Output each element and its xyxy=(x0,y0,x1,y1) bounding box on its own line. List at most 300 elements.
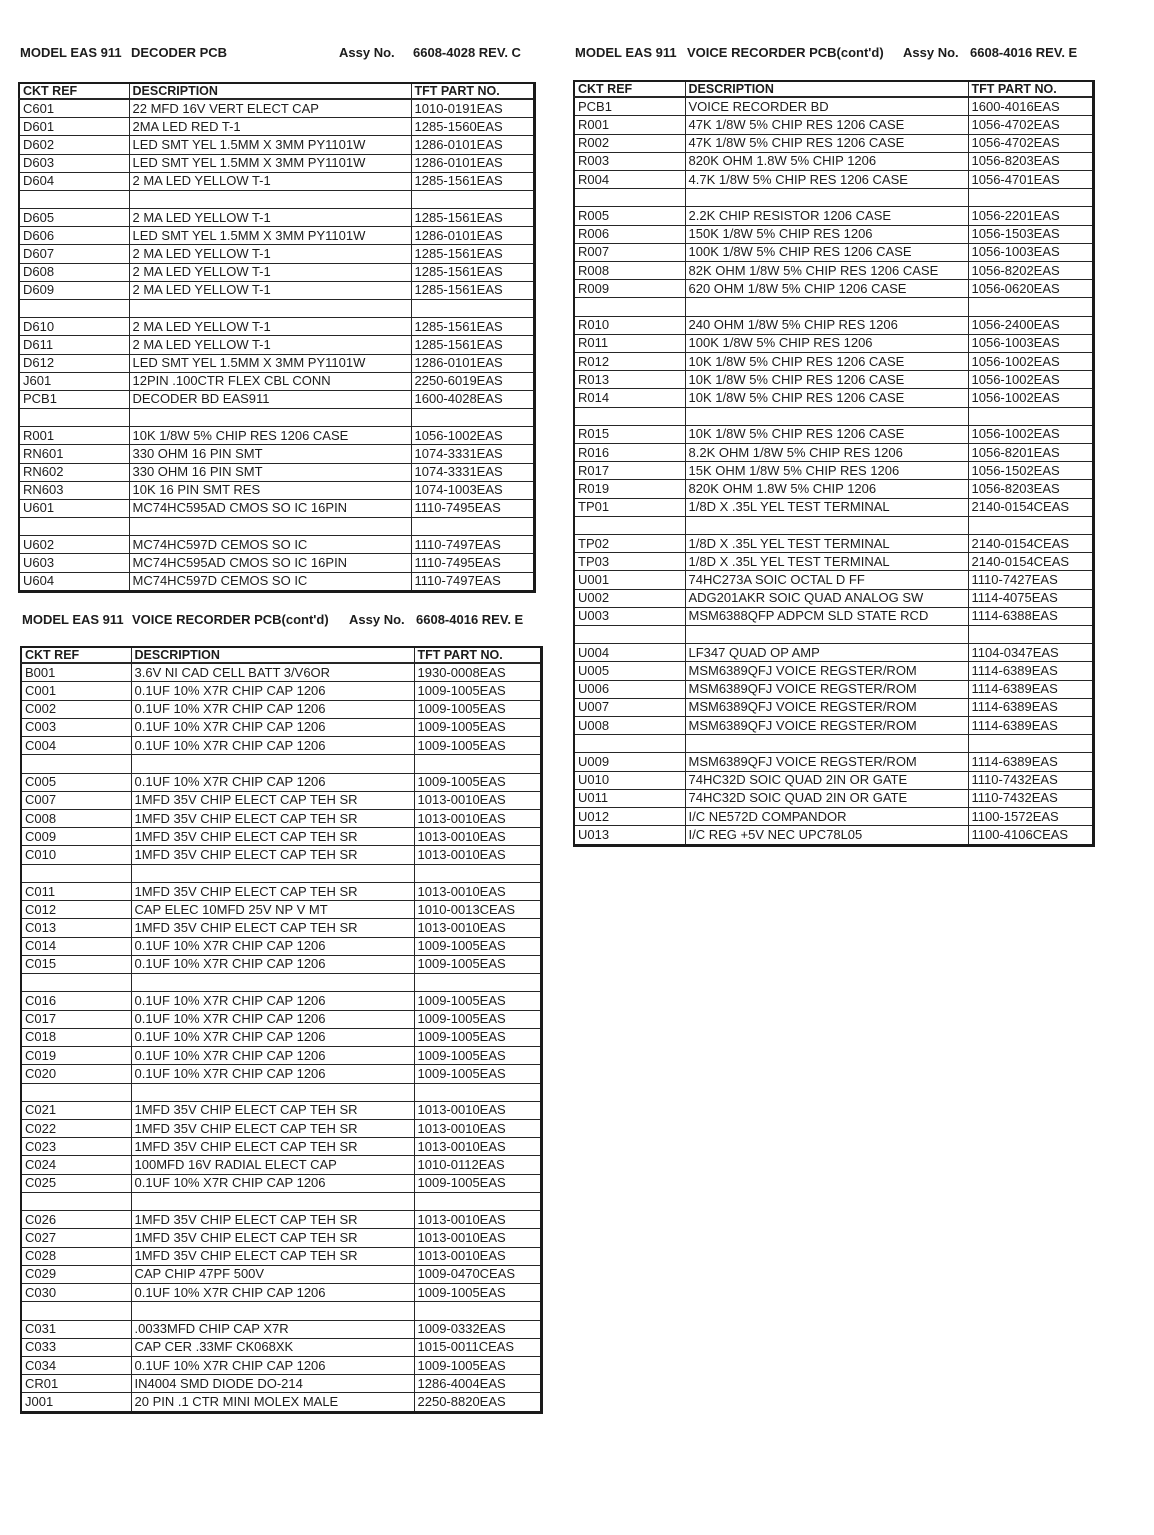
spacer-row xyxy=(19,518,534,536)
table-row xyxy=(21,882,541,900)
part-number-cell: 1056-8203EAS xyxy=(968,480,1093,498)
ckt-ref-cell: C005 xyxy=(21,773,131,791)
part-number-cell: 1013-0010EAS xyxy=(414,1119,541,1137)
ckt-ref-cell: C007 xyxy=(21,791,131,809)
table-row xyxy=(574,808,1093,826)
table-row xyxy=(574,571,1093,589)
empty-cell xyxy=(414,755,541,773)
part-number-cell: 1110-7497EAS xyxy=(411,572,534,591)
ckt-ref-cell: R012 xyxy=(574,352,685,370)
empty-cell xyxy=(21,1083,131,1101)
ckt-ref-cell: R011 xyxy=(574,334,685,352)
table-row xyxy=(21,791,541,809)
part-number-cell: 1056-4701EAS xyxy=(968,170,1093,188)
model-label: MODEL EAS 911 xyxy=(20,45,122,60)
ckt-ref-cell: R015 xyxy=(574,425,685,443)
column-header-part-number: TFT PART NO. xyxy=(411,83,534,99)
description-cell: 0.1UF 10% X7R CHIP CAP 1206 xyxy=(131,682,414,700)
part-number-cell: 1056-2400EAS xyxy=(968,316,1093,334)
spacer-row xyxy=(21,1083,541,1101)
empty-cell xyxy=(574,735,685,753)
part-number-cell: 1013-0010EAS xyxy=(414,828,541,846)
empty-cell xyxy=(968,626,1093,644)
description-cell: 47K 1/8W 5% CHIP RES 1206 CASE xyxy=(685,116,968,134)
table-row xyxy=(21,682,541,700)
description-cell: CAP CHIP 47PF 500V xyxy=(131,1265,414,1283)
description-cell: 10K 1/8W 5% CHIP RES 1206 CASE xyxy=(685,352,968,370)
part-number-cell: 1114-6389EAS xyxy=(968,662,1093,680)
description-cell: 3.6V NI CAD CELL BATT 3/V6OR xyxy=(131,663,414,682)
table-row xyxy=(19,263,534,281)
description-cell: 74HC32D SOIC QUAD 2IN OR GATE xyxy=(685,771,968,789)
description-cell: 0.1UF 10% X7R CHIP CAP 1206 xyxy=(131,718,414,736)
ckt-ref-cell: PCB1 xyxy=(574,97,685,116)
part-number-cell: 1074-3331EAS xyxy=(411,463,534,481)
description-cell: 330 OHM 16 PIN SMT xyxy=(129,463,411,481)
description-cell: 150K 1/8W 5% CHIP RES 1206 xyxy=(685,225,968,243)
ckt-ref-cell: U011 xyxy=(574,789,685,807)
spacer-row xyxy=(574,516,1093,534)
part-number-cell: 1009-1005EAS xyxy=(414,773,541,791)
empty-cell xyxy=(131,974,414,992)
empty-cell xyxy=(411,409,534,427)
ckt-ref-cell: C017 xyxy=(21,1010,131,1028)
description-cell: 820K OHM 1.8W 5% CHIP 1206 xyxy=(685,152,968,170)
table-row xyxy=(21,1174,541,1192)
description-cell: 100K 1/8W 5% CHIP RES 1206 CASE xyxy=(685,243,968,261)
description-cell: 74HC273A SOIC OCTAL D FF xyxy=(685,571,968,589)
spacer-row xyxy=(574,298,1093,316)
ckt-ref-cell: R005 xyxy=(574,207,685,225)
description-cell: 1MFD 35V CHIP ELECT CAP TEH SR xyxy=(131,882,414,900)
board-name: VOICE RECORDER PCB(cont'd) xyxy=(132,612,329,627)
table-body xyxy=(21,663,541,1413)
table-row xyxy=(19,281,534,299)
part-number-cell: 1285-1561EAS xyxy=(411,318,534,336)
ckt-ref-cell: CR01 xyxy=(21,1375,131,1393)
empty-cell xyxy=(574,516,685,534)
empty-cell xyxy=(129,518,411,536)
description-cell: MSM6389QFJ VOICE REGSTER/ROM xyxy=(685,753,968,771)
part-number-cell: 1110-7432EAS xyxy=(968,771,1093,789)
empty-cell xyxy=(129,299,411,317)
part-number-cell: 1009-1005EAS xyxy=(414,1065,541,1083)
description-cell: 10K 16 PIN SMT RES xyxy=(129,481,411,499)
table-row xyxy=(21,700,541,718)
ckt-ref-cell: TP01 xyxy=(574,498,685,516)
ckt-ref-cell: R017 xyxy=(574,462,685,480)
part-number-cell: 2250-8820EAS xyxy=(414,1393,541,1413)
description-cell: MC74HC595AD CMOS SO IC 16PIN xyxy=(129,499,411,517)
description-cell: 0.1UF 10% X7R CHIP CAP 1206 xyxy=(131,937,414,955)
part-number-cell: 1056-1003EAS xyxy=(968,334,1093,352)
part-number-cell: 1013-0010EAS xyxy=(414,1229,541,1247)
description-cell: 0.1UF 10% X7R CHIP CAP 1206 xyxy=(131,1047,414,1065)
table-row xyxy=(21,1265,541,1283)
spacer-row xyxy=(19,299,534,317)
part-number-cell: 1056-4702EAS xyxy=(968,134,1093,152)
table-row xyxy=(574,316,1093,334)
table-row xyxy=(21,1010,541,1028)
ckt-ref-cell: D601 xyxy=(19,118,129,136)
description-cell: 1MFD 35V CHIP ELECT CAP TEH SR xyxy=(131,791,414,809)
table-row xyxy=(21,1119,541,1137)
empty-cell xyxy=(414,864,541,882)
empty-cell xyxy=(685,516,968,534)
table-row xyxy=(574,443,1093,461)
description-cell: 0.1UF 10% X7R CHIP CAP 1206 xyxy=(131,1065,414,1083)
empty-cell xyxy=(968,407,1093,425)
part-number-cell: 1009-1005EAS xyxy=(414,1284,541,1302)
description-cell: MSM6389QFJ VOICE REGSTER/ROM xyxy=(685,662,968,680)
part-number-cell: 2140-0154CEAS xyxy=(968,498,1093,516)
ckt-ref-cell: R014 xyxy=(574,389,685,407)
table-row xyxy=(19,245,534,263)
part-number-cell: 1114-6388EAS xyxy=(968,607,1093,625)
table-row xyxy=(574,826,1093,846)
ckt-ref-cell: D612 xyxy=(19,354,129,372)
part-number-cell: 1056-1503EAS xyxy=(968,225,1093,243)
table-row xyxy=(21,1338,541,1356)
ckt-ref-cell: U005 xyxy=(574,662,685,680)
part-number-cell: 1285-1561EAS xyxy=(411,336,534,354)
part-number-cell: 1286-0101EAS xyxy=(411,154,534,172)
description-cell: .0033MFD CHIP CAP X7R xyxy=(131,1320,414,1338)
table-row xyxy=(21,937,541,955)
part-number-cell: 1285-1560EAS xyxy=(411,118,534,136)
description-cell: 2.2K CHIP RESISTOR 1206 CASE xyxy=(685,207,968,225)
ckt-ref-cell: R001 xyxy=(574,116,685,134)
table-row xyxy=(19,481,534,499)
description-cell: 2 MA LED YELLOW T-1 xyxy=(129,281,411,299)
part-number-cell: 1285-1561EAS xyxy=(411,209,534,227)
part-number-cell: 1100-4106CEAS xyxy=(968,826,1093,846)
description-cell: 1MFD 35V CHIP ELECT CAP TEH SR xyxy=(131,919,414,937)
part-number-cell: 1110-7497EAS xyxy=(411,536,534,554)
description-cell: 10K 1/8W 5% CHIP RES 1206 CASE xyxy=(685,389,968,407)
column-header-description: DESCRIPTION xyxy=(131,647,414,663)
empty-cell xyxy=(19,518,129,536)
table-row xyxy=(19,427,534,445)
description-cell: 2 MA LED YELLOW T-1 xyxy=(129,209,411,227)
assy-number: 6608-4016 REV. E xyxy=(416,612,524,627)
description-cell: 0.1UF 10% X7R CHIP CAP 1206 xyxy=(131,700,414,718)
part-number-cell: 1286-4004EAS xyxy=(414,1375,541,1393)
description-cell: 4.7K 1/8W 5% CHIP RES 1206 CASE xyxy=(685,170,968,188)
ckt-ref-cell: J601 xyxy=(19,372,129,390)
ckt-ref-cell: C024 xyxy=(21,1156,131,1174)
part-number-cell: 1013-0010EAS xyxy=(414,791,541,809)
table-row xyxy=(574,662,1093,680)
ckt-ref-cell: D603 xyxy=(19,154,129,172)
description-cell: 0.1UF 10% X7R CHIP CAP 1206 xyxy=(131,1010,414,1028)
table-row xyxy=(19,499,534,517)
table-header-row xyxy=(574,81,1093,97)
ckt-ref-cell: U602 xyxy=(19,536,129,554)
part-number-cell: 2140-0154CEAS xyxy=(968,553,1093,571)
description-cell: 0.1UF 10% X7R CHIP CAP 1206 xyxy=(131,1357,414,1375)
table-row xyxy=(574,207,1093,225)
description-cell: 1MFD 35V CHIP ELECT CAP TEH SR xyxy=(131,1211,414,1229)
spacer-row xyxy=(574,626,1093,644)
empty-cell xyxy=(411,299,534,317)
table-row xyxy=(19,118,534,136)
description-cell: 47K 1/8W 5% CHIP RES 1206 CASE xyxy=(685,134,968,152)
ckt-ref-cell: C012 xyxy=(21,901,131,919)
table-row xyxy=(21,1320,541,1338)
assy-label: Assy No. xyxy=(903,45,959,60)
table-row xyxy=(574,553,1093,571)
ckt-ref-cell: U604 xyxy=(19,572,129,591)
part-number-cell: 1110-7432EAS xyxy=(968,789,1093,807)
ckt-ref-cell: D606 xyxy=(19,227,129,245)
ckt-ref-cell: U004 xyxy=(574,644,685,662)
ckt-ref-cell: J001 xyxy=(21,1393,131,1413)
table-row xyxy=(21,1065,541,1083)
part-number-cell: 1286-0101EAS xyxy=(411,227,534,245)
ckt-ref-cell: U002 xyxy=(574,589,685,607)
table-row xyxy=(21,1375,541,1393)
table-body xyxy=(574,97,1093,846)
empty-cell xyxy=(685,189,968,207)
board-name: VOICE RECORDER PCB(cont'd) xyxy=(687,45,884,60)
ckt-ref-cell: TP03 xyxy=(574,553,685,571)
description-cell: VOICE RECORDER BD xyxy=(685,97,968,116)
table-row xyxy=(19,209,534,227)
description-cell: 1/8D X .35L YEL TEST TERMINAL xyxy=(685,534,968,552)
description-cell: 20 PIN .1 CTR MINI MOLEX MALE xyxy=(131,1393,414,1413)
empty-cell xyxy=(19,190,129,208)
empty-cell xyxy=(414,974,541,992)
table-row xyxy=(574,116,1093,134)
column-header-ckt-ref: CKT REF xyxy=(574,81,685,97)
table-row xyxy=(19,390,534,408)
table-row xyxy=(574,261,1093,279)
ckt-ref-cell: U008 xyxy=(574,717,685,735)
ckt-ref-cell: R010 xyxy=(574,316,685,334)
part-number-cell: 1114-6389EAS xyxy=(968,753,1093,771)
ckt-ref-cell: R003 xyxy=(574,152,685,170)
ckt-ref-cell: R004 xyxy=(574,170,685,188)
description-cell: IN4004 SMD DIODE DO-214 xyxy=(131,1375,414,1393)
ckt-ref-cell: C018 xyxy=(21,1028,131,1046)
ckt-ref-cell: C002 xyxy=(21,700,131,718)
empty-cell xyxy=(131,755,414,773)
part-number-cell: 1056-8203EAS xyxy=(968,152,1093,170)
table-row xyxy=(574,425,1093,443)
description-cell: 1MFD 35V CHIP ELECT CAP TEH SR xyxy=(131,1229,414,1247)
empty-cell xyxy=(685,407,968,425)
table-row xyxy=(21,1028,541,1046)
ckt-ref-cell: R001 xyxy=(19,427,129,445)
description-cell: 1MFD 35V CHIP ELECT CAP TEH SR xyxy=(131,1101,414,1119)
table-row xyxy=(21,1357,541,1375)
ckt-ref-cell: D609 xyxy=(19,281,129,299)
parts-table-voice-recorder-left xyxy=(20,646,543,1414)
description-cell: 1MFD 35V CHIP ELECT CAP TEH SR xyxy=(131,846,414,864)
ckt-ref-cell: TP02 xyxy=(574,534,685,552)
table-row xyxy=(21,828,541,846)
description-cell: 15K OHM 1/8W 5% CHIP RES 1206 xyxy=(685,462,968,480)
description-cell: LED SMT YEL 1.5MM X 3MM PY1101W xyxy=(129,154,411,172)
description-cell: MC74HC597D CEMOS SO IC xyxy=(129,536,411,554)
ckt-ref-cell: D605 xyxy=(19,209,129,227)
part-number-cell: 1009-0332EAS xyxy=(414,1320,541,1338)
table-row xyxy=(574,152,1093,170)
part-number-cell: 1285-1561EAS xyxy=(411,245,534,263)
part-number-cell: 1015-0011CEAS xyxy=(414,1338,541,1356)
description-cell: 10K 1/8W 5% CHIP RES 1206 CASE xyxy=(685,425,968,443)
ckt-ref-cell: U009 xyxy=(574,753,685,771)
spacer-row xyxy=(21,1302,541,1320)
table-row xyxy=(574,480,1093,498)
spacer-row xyxy=(19,409,534,427)
part-number-cell: 1056-1002EAS xyxy=(411,427,534,445)
ckt-ref-cell: C011 xyxy=(21,882,131,900)
part-number-cell: 1009-1005EAS xyxy=(414,700,541,718)
description-cell: LED SMT YEL 1.5MM X 3MM PY1101W xyxy=(129,354,411,372)
description-cell: DECODER BD EAS911 xyxy=(129,390,411,408)
empty-cell xyxy=(574,298,685,316)
part-number-cell: 1009-1005EAS xyxy=(414,1357,541,1375)
empty-cell xyxy=(21,974,131,992)
ckt-ref-cell: C034 xyxy=(21,1357,131,1375)
ckt-ref-cell: B001 xyxy=(21,663,131,682)
description-cell: 8.2K OHM 1/8W 5% CHIP RES 1206 xyxy=(685,443,968,461)
part-number-cell: 1010-0112EAS xyxy=(414,1156,541,1174)
part-number-cell: 1056-1002EAS xyxy=(968,389,1093,407)
spacer-row xyxy=(21,864,541,882)
part-number-cell: 1009-1005EAS xyxy=(414,1174,541,1192)
description-cell: 22 MFD 16V VERT ELECT CAP xyxy=(129,99,411,118)
table-row xyxy=(574,170,1093,188)
table-row xyxy=(21,663,541,682)
empty-cell xyxy=(129,409,411,427)
description-cell: 0.1UF 10% X7R CHIP CAP 1206 xyxy=(131,737,414,755)
part-number-cell: 1056-1502EAS xyxy=(968,462,1093,480)
part-number-cell: 2140-0154CEAS xyxy=(968,534,1093,552)
part-number-cell: 1110-7427EAS xyxy=(968,571,1093,589)
part-number-cell: 1009-1005EAS xyxy=(414,737,541,755)
empty-cell xyxy=(411,518,534,536)
ckt-ref-cell: C026 xyxy=(21,1211,131,1229)
description-cell: 820K OHM 1.8W 5% CHIP 1206 xyxy=(685,480,968,498)
description-cell: 2 MA LED YELLOW T-1 xyxy=(129,245,411,263)
part-number-cell: 1114-4075EAS xyxy=(968,589,1093,607)
table-body xyxy=(19,99,534,592)
section-title-voice-recorder-pcb-right xyxy=(575,45,1095,61)
ckt-ref-cell: R007 xyxy=(574,243,685,261)
table-row xyxy=(19,463,534,481)
description-cell: 74HC32D SOIC QUAD 2IN OR GATE xyxy=(685,789,968,807)
assy-label: Assy No. xyxy=(349,612,405,627)
part-number-cell: 1009-1005EAS xyxy=(414,682,541,700)
table-row xyxy=(21,846,541,864)
empty-cell xyxy=(414,1192,541,1210)
part-number-cell: 1009-1005EAS xyxy=(414,955,541,973)
table-row xyxy=(574,134,1093,152)
ckt-ref-cell: C001 xyxy=(21,682,131,700)
table-row xyxy=(19,336,534,354)
part-number-cell: 1104-0347EAS xyxy=(968,644,1093,662)
table-row xyxy=(574,280,1093,298)
part-number-cell: 1056-8202EAS xyxy=(968,261,1093,279)
part-number-cell: 1009-1005EAS xyxy=(414,718,541,736)
part-number-cell: 1285-1561EAS xyxy=(411,263,534,281)
part-number-cell: 1056-1002EAS xyxy=(968,352,1093,370)
ckt-ref-cell: R016 xyxy=(574,443,685,461)
description-cell: 0.1UF 10% X7R CHIP CAP 1206 xyxy=(131,955,414,973)
part-number-cell: 1009-1005EAS xyxy=(414,992,541,1010)
description-cell: 10K 1/8W 5% CHIP RES 1206 CASE xyxy=(129,427,411,445)
table-row xyxy=(19,372,534,390)
ckt-ref-cell: U012 xyxy=(574,808,685,826)
table-row xyxy=(574,589,1093,607)
empty-cell xyxy=(685,626,968,644)
table-row xyxy=(574,243,1093,261)
description-cell: 12PIN .100CTR FLEX CBL CONN xyxy=(129,372,411,390)
description-cell: MSM6389QFJ VOICE REGSTER/ROM xyxy=(685,680,968,698)
table-row xyxy=(574,789,1093,807)
board-name: DECODER PCB xyxy=(131,45,228,60)
part-number-cell: 1056-1003EAS xyxy=(968,243,1093,261)
ckt-ref-cell: C004 xyxy=(21,737,131,755)
table-row xyxy=(574,97,1093,116)
table-row xyxy=(21,992,541,1010)
part-number-cell: 1009-1005EAS xyxy=(414,1010,541,1028)
ckt-ref-cell: C023 xyxy=(21,1138,131,1156)
ckt-ref-cell: D611 xyxy=(19,336,129,354)
table-row xyxy=(21,1284,541,1302)
assy-number: 6608-4016 REV. E xyxy=(970,45,1078,60)
ckt-ref-cell: C020 xyxy=(21,1065,131,1083)
ckt-ref-cell: RN603 xyxy=(19,481,129,499)
table-row xyxy=(21,955,541,973)
column-header-description: DESCRIPTION xyxy=(129,83,411,99)
column-header-part-number: TFT PART NO. xyxy=(968,81,1093,97)
table-row xyxy=(574,498,1093,516)
table-row xyxy=(19,536,534,554)
ckt-ref-cell: C003 xyxy=(21,718,131,736)
description-cell: 1/8D X .35L YEL TEST TERMINAL xyxy=(685,498,968,516)
table-row xyxy=(574,225,1093,243)
part-number-cell: 2250-6019EAS xyxy=(411,372,534,390)
table-row xyxy=(21,1247,541,1265)
part-number-cell: 1056-0620EAS xyxy=(968,280,1093,298)
table-row xyxy=(21,737,541,755)
part-number-cell: 1009-0470CEAS xyxy=(414,1265,541,1283)
part-number-cell: 1009-1005EAS xyxy=(414,937,541,955)
ckt-ref-cell: C009 xyxy=(21,828,131,846)
description-cell: 0.1UF 10% X7R CHIP CAP 1206 xyxy=(131,1284,414,1302)
description-cell: 10K 1/8W 5% CHIP RES 1206 CASE xyxy=(685,371,968,389)
part-number-cell: 1114-6389EAS xyxy=(968,698,1093,716)
table-row xyxy=(574,607,1093,625)
table-row xyxy=(574,334,1093,352)
description-cell: 1MFD 35V CHIP ELECT CAP TEH SR xyxy=(131,1247,414,1265)
empty-cell xyxy=(968,735,1093,753)
table-row xyxy=(19,572,534,591)
ckt-ref-cell: C025 xyxy=(21,1174,131,1192)
empty-cell xyxy=(574,407,685,425)
empty-cell xyxy=(685,735,968,753)
ckt-ref-cell: C016 xyxy=(21,992,131,1010)
ckt-ref-cell: C010 xyxy=(21,846,131,864)
table-row xyxy=(21,919,541,937)
empty-cell xyxy=(21,755,131,773)
ckt-ref-cell: D607 xyxy=(19,245,129,263)
parts-table-voice-recorder-right xyxy=(573,80,1095,847)
